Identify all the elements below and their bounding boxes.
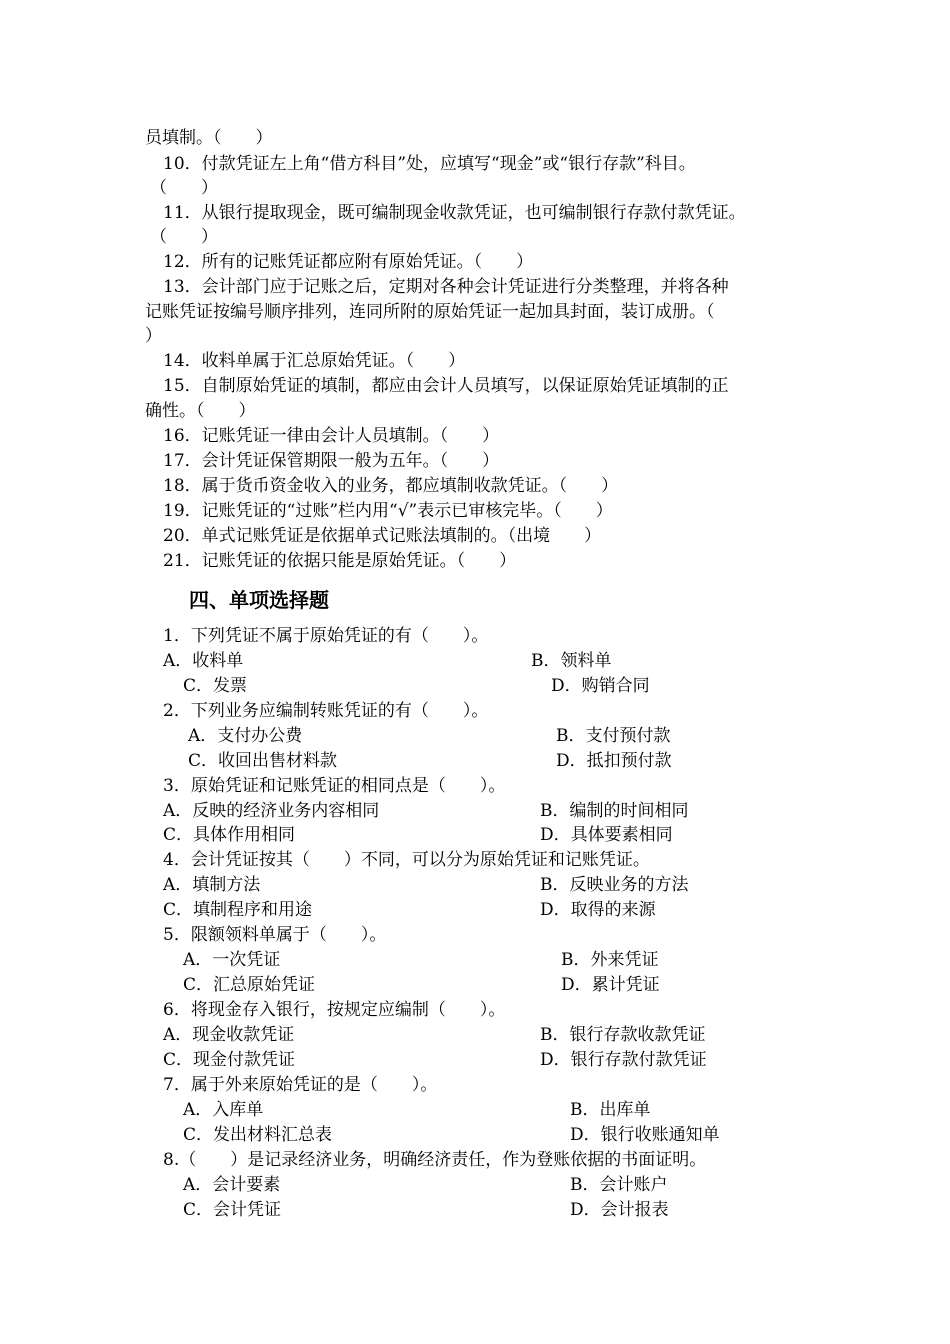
option-d: D．累计凭证 (561, 975, 660, 995)
option-d: D．会计报表 (570, 1200, 669, 1220)
option-b: B．出库单 (570, 1100, 651, 1120)
option-c: C．汇总原始凭证 (183, 975, 316, 995)
option-c: C．会计凭证 (183, 1200, 282, 1220)
option-d: D．购销合同 (551, 676, 650, 696)
question: 2．下列业务应编制转账凭证的有（ ）。 (163, 701, 489, 721)
option-c: C．发出材料汇总表 (183, 1125, 333, 1145)
tf-line: 18．属于货币资金收入的业务，都应填制收款凭证。（ ） (163, 476, 619, 496)
tf-line: 20．单式记账凭证是依据单式记账法填制的。（出境 ） (163, 526, 602, 546)
option-a: A．入库单 (183, 1100, 264, 1120)
tf-line: 12．所有的记账凭证都应附有原始凭证。（ ） (163, 252, 534, 272)
option-d: D．抵扣预付款 (556, 751, 672, 771)
option-d: D．银行存款付款凭证 (540, 1050, 707, 1070)
option-c: C．收回出售材料款 (188, 751, 338, 771)
question: 6．将现金存入银行，按规定应编制（ ）。 (163, 1000, 506, 1020)
tf-line: 10．付款凭证左上角“借方科目”处，应填写“现金”或“银行存款”科目。 (163, 154, 696, 174)
question: 1．下列凭证不属于原始凭证的有（ ）。 (163, 626, 489, 646)
option-b: B．支付预付款 (556, 726, 671, 746)
option-b: B．反映业务的方法 (540, 875, 689, 895)
option-b: B．银行存款收款凭证 (540, 1025, 706, 1045)
option-c: C．具体作用相同 (163, 825, 296, 845)
tf-line: 确性。（ ） (145, 401, 256, 421)
option-c: C．现金付款凭证 (163, 1050, 296, 1070)
option-c: C．发票 (183, 676, 248, 696)
option-d: D．银行收账通知单 (570, 1125, 720, 1145)
section-title: 四、单项选择题 (189, 588, 329, 612)
option-a: A．反映的经济业务内容相同 (163, 801, 380, 821)
tf-line: ） (145, 326, 162, 346)
option-b: B．领料单 (531, 651, 612, 671)
option-a: A．会计要素 (183, 1175, 281, 1195)
tf-line: 14．收料单属于汇总原始凭证。（ ） (163, 351, 466, 371)
tf-line: 员填制。（ ） (145, 128, 273, 148)
option-c: C．填制程序和用途 (163, 900, 313, 920)
tf-line: （ ） (150, 227, 218, 247)
option-a: A．现金收款凭证 (163, 1025, 295, 1045)
option-a: A．填制方法 (163, 875, 261, 895)
option-a: A．收料单 (163, 651, 244, 671)
tf-line: （ ） (150, 178, 218, 198)
question: 7．属于外来原始凭证的是（ ）。 (163, 1075, 438, 1095)
option-b: B．会计账户 (570, 1175, 668, 1195)
tf-line: 13．会计部门应于记账之后，定期对各种会计凭证进行分类整理，并将各种 (163, 277, 729, 297)
tf-line: 15．自制原始凭证的填制，都应由会计人员填写，以保证原始凭证填制的正 (163, 376, 729, 396)
option-a: A．一次凭证 (183, 950, 281, 970)
tf-line: 21．记账凭证的依据只能是原始凭证。（ ） (163, 551, 517, 571)
question: 3．原始凭证和记账凭证的相同点是（ ）。 (163, 776, 506, 796)
option-d: D．取得的来源 (540, 900, 656, 920)
option-b: B．编制的时间相同 (540, 801, 689, 821)
question: 5．限额领料单属于（ ）。 (163, 925, 387, 945)
question: 4．会计凭证按其（ ）不同，可以分为原始凭证和记账凭证。 (163, 850, 650, 870)
tf-line: 16．记账凭证一律由会计人员填制。（ ） (163, 426, 500, 446)
option-a: A．支付办公费 (188, 726, 303, 746)
tf-line: 17．会计凭证保管期限一般为五年。（ ） (163, 451, 500, 471)
option-d: D．具体要素相同 (540, 825, 673, 845)
question: 8.（ ）是记录经济业务，明确经济责任，作为登账依据的书面证明。 (163, 1150, 707, 1170)
option-b: B．外来凭证 (561, 950, 659, 970)
tf-line: 11．从银行提取现金，既可编制现金收款凭证，也可编制银行存款付款凭证。 (163, 203, 746, 223)
tf-line: 19．记账凭证的“过账”栏内用“√”表示已审核完毕。（ ） (163, 501, 613, 521)
tf-line: 记账凭证按编号顺序排列，连同所附的原始凭证一起加具封面，装订成册。（ (145, 302, 715, 322)
